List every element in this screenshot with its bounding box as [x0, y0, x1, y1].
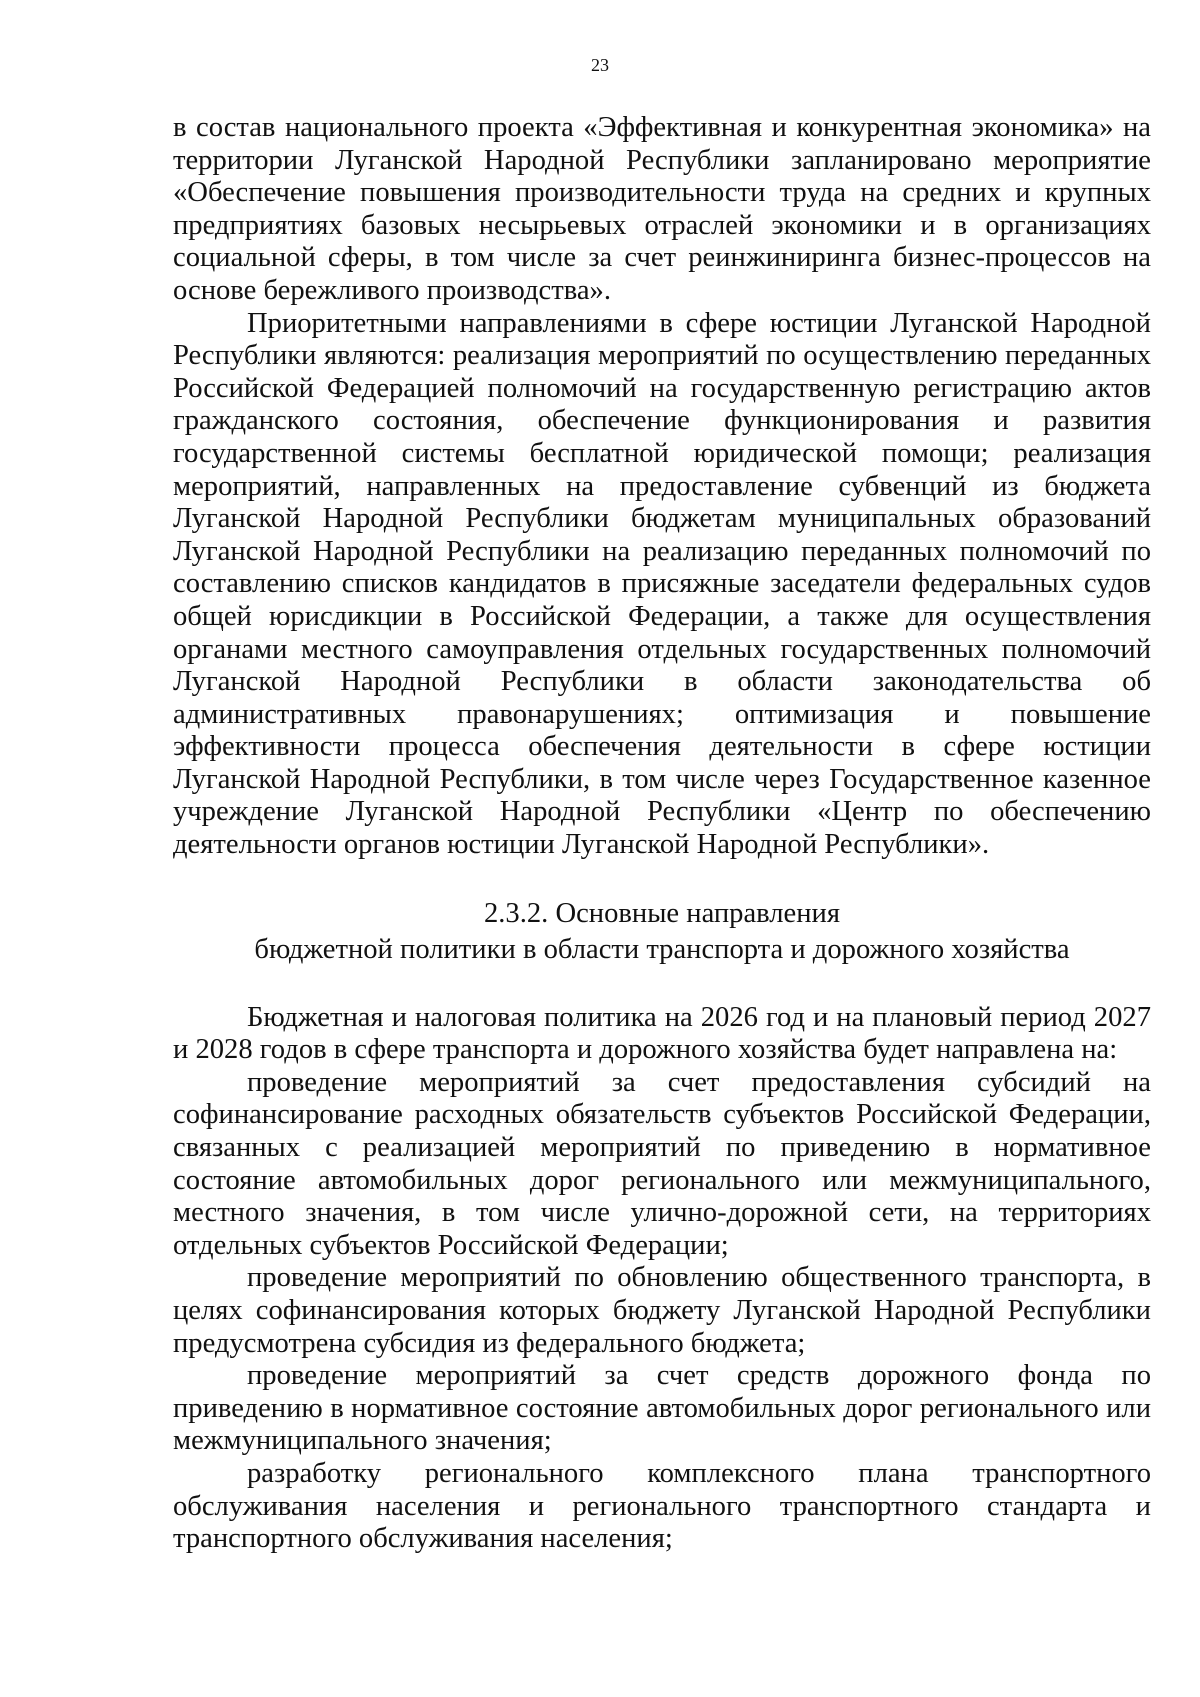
page-number: 23 [591, 55, 609, 75]
list-item-transport-plan: разработку регионального комплексного плана транспортного обслуживания населения и регионального транспортного стандарта и транспортного обслуживания населения; [173, 1457, 1151, 1555]
list-item-road-fund: проведение мероприятий за счет средств дорожного фонда по приведению в нормативное состояние автомобильных дорог регионального или межмуниципального значения; [173, 1360, 1151, 1457]
paragraph-justice-priorities: Приоритетными направлениями в сфере юстиции Луганской Народной Республики являются: реализация мероприятий по осуществлению переданных Российской Федерацией полномочий на государственную регистрацию актов гражданского состояния, обеспечение функционирования и развития государственной системы бесплатной юридической помощи; реализация мероприятий, направленных на предоставление субвенций из бюджета Луганской Народной Республики бюджетам муниципальных образований Луганской Народной Республики на реализацию переданных полномочий по составлению списков кандидатов в присяжные заседатели федеральных судов общей юрисдикции в Российской Федерации, а также для осуществления органами местного самоуправления отдельных государственных полномочий Луганской Народной Республики в области законодательства об административных правонарушениях; оптимизация и повышение эффективности процесса обеспечения деятельности в сфере юстиции Луганской Народной Республики, в том числе через Государственное казенное учреждение Луганской Народной Республики «Центр по обеспечению деятельности органов юстиции Луганской Народной Республики». [173, 307, 1151, 861]
list-item-subsidies: проведение мероприятий за счет предоставления субсидий на софинансирование расходных обязательств субъектов Российской Федерации, связанных с реализацией мероприятий по приведению в нормативное состояние автомобильных дорог регионального или межмуниципального, местного значения, в том числе улично-дорожной сети, на территориях отдельных субъектов Российской Федерации; [173, 1066, 1151, 1261]
paragraph-continuation: в состав национального проекта «Эффективная и конкурентная экономика» на территории Луганской Народной Республики запланировано мероприятие «Обеспечение повышения производительности труда на средних и крупных предприятиях базовых несырьевых отраслей экономики и в организациях социальной сферы, в том числе за счет реинжиниринга бизнес-процессов на основе бережливого производства». [173, 112, 1151, 306]
list-item-public-transport: проведение мероприятий по обновлению общественного транспорта, в целях софинансирования которых бюджету Луганской Народной Республики предусмотрена субсидия из федерального бюджета; [173, 1262, 1151, 1359]
section-heading [173, 896, 1151, 968]
section-heading-line-1: 2.3.2. Основные направления [483, 897, 841, 929]
section-heading-line-2: бюджетной политики в области транспорта и дорожного хозяйства [254, 933, 1070, 965]
paragraph-policy-intro: Бюджетная и налоговая политика на 2026 год и на плановый период 2027 и 2028 годов в сфере транспорта и дорожного хозяйства будет направлена на: [173, 1001, 1151, 1066]
document-body [173, 112, 1151, 1556]
